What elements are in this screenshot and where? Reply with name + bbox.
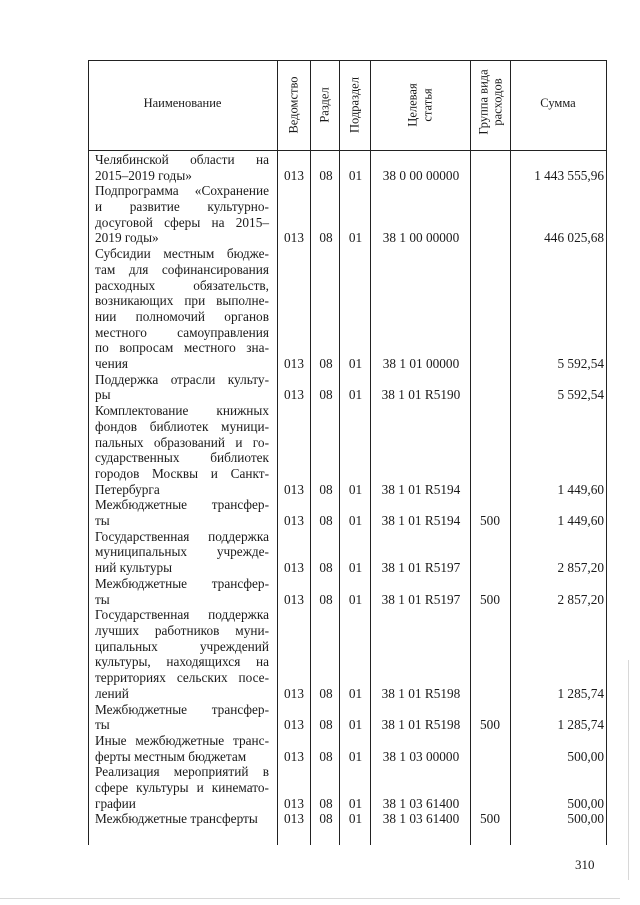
row-podrazdel: 01	[348, 811, 363, 827]
header-gruppa-2: расходов	[490, 78, 505, 126]
header-podrazdel: Подраздел	[347, 77, 362, 133]
row-razdel: 08	[319, 513, 333, 529]
row-razdel: 08	[319, 748, 333, 764]
header-name: Наименование	[143, 96, 222, 110]
row-sum: 1 449,60	[557, 513, 604, 529]
row-vedomstvo: 013	[284, 811, 304, 827]
row-name-line: Поддержка отрасли культу-	[95, 371, 269, 387]
row-name-line: сфере культуры и кинемато-	[95, 779, 269, 795]
row-sum: 2 857,20	[557, 591, 604, 607]
row-name-line: фондов библиотек муници-	[95, 418, 269, 434]
row-vedomstvo: 013	[284, 356, 304, 372]
table-row	[0, 529, 640, 576]
row-sum: 500,00	[567, 795, 604, 811]
row-name-line: Подпрограмма «Сохранение	[95, 183, 269, 199]
row-name-line: Государственная поддержка	[95, 607, 269, 623]
row-name-line: ты	[95, 513, 110, 529]
row-expense-group: 500	[480, 591, 500, 607]
row-sum: 1 443 555,96	[534, 167, 604, 183]
row-name-line: 2015–2019 годы»	[95, 167, 192, 183]
row-target-code: 38 1 01 00000	[382, 356, 460, 372]
row-vedomstvo: 013	[284, 481, 304, 497]
table-row	[0, 497, 640, 528]
table-row	[0, 607, 640, 701]
row-name-line: там для софинансирования	[95, 261, 269, 277]
row-target-code: 38 1 01 R5197	[381, 591, 461, 607]
row-name-line: Иные межбюджетные транс-	[95, 732, 269, 748]
row-name-line: Субсидии местным бюдже-	[95, 246, 269, 262]
row-podrazdel: 01	[348, 591, 363, 607]
row-target-code: 38 1 01 R5198	[381, 685, 461, 701]
table-row	[0, 246, 640, 372]
row-name-line: Межбюджетные трансфер-	[95, 497, 269, 513]
row-name-line: ты	[95, 717, 110, 733]
row-name-line: ципальных учреждений	[95, 638, 269, 654]
row-name-line: возникающих при выполне-	[95, 293, 269, 309]
row-podrazdel: 01	[348, 717, 363, 733]
row-name-line: сударственных библиотек	[95, 450, 269, 466]
row-vedomstvo: 013	[284, 167, 304, 183]
row-name-line: расходных обязательств,	[95, 277, 269, 293]
row-target-code: 38 1 01 R5194	[381, 481, 461, 497]
row-name-line: культуры, находящихся на	[95, 654, 269, 670]
row-podrazdel: 01	[348, 387, 363, 403]
row-name-line: территориях сельских посе-	[95, 670, 269, 686]
row-expense-group: 500	[480, 811, 500, 827]
row-target-code: 38 1 03 61400	[382, 811, 460, 827]
row-vedomstvo: 013	[284, 748, 304, 764]
row-vedomstvo: 013	[284, 560, 304, 576]
row-vedomstvo: 013	[284, 387, 304, 403]
row-vedomstvo: 013	[284, 685, 304, 701]
row-name-line: чения	[95, 356, 128, 372]
row-name-line: лучших работников муни-	[95, 622, 269, 638]
header-celevaya-1: Целевая	[405, 83, 420, 127]
row-razdel: 08	[319, 811, 333, 827]
row-name-line: Межбюджетные трансфер-	[95, 575, 269, 591]
row-vedomstvo: 013	[284, 717, 304, 733]
row-podrazdel: 01	[348, 685, 363, 701]
table-row	[0, 764, 640, 811]
row-razdel: 08	[319, 560, 333, 576]
row-razdel: 08	[319, 167, 333, 183]
row-podrazdel: 01	[348, 795, 363, 811]
row-name-line: ферты местным бюджетам	[95, 748, 247, 764]
row-podrazdel: 01	[348, 748, 363, 764]
row-name-line: Комплектование книжных	[95, 403, 269, 419]
row-vedomstvo: 013	[284, 513, 304, 529]
row-name-line: Межбюджетные трансферты	[95, 811, 258, 827]
row-vedomstvo: 013	[284, 795, 304, 811]
row-name-line: Реализация мероприятий в	[95, 764, 269, 780]
row-sum: 1 285,74	[557, 717, 604, 733]
header-celevaya-2: статья	[420, 88, 435, 122]
table-row	[0, 152, 640, 183]
table-row	[0, 403, 640, 497]
row-name-line: Челябинской области на	[95, 152, 269, 167]
table-row	[0, 372, 640, 403]
row-name-line: по вопросам местного зна-	[95, 340, 269, 356]
row-target-code: 38 1 03 61400	[382, 795, 460, 811]
row-name-line: ры	[95, 387, 111, 403]
row-sum: 2 857,20	[557, 560, 604, 576]
row-target-code: 38 1 00 00000	[382, 230, 460, 246]
page-number: 310	[575, 857, 595, 872]
table-top-border	[88, 60, 607, 61]
row-sum: 1 285,74	[557, 685, 604, 701]
row-razdel: 08	[319, 387, 333, 403]
row-target-code: 38 1 03 00000	[382, 748, 460, 764]
row-name-line: лений	[95, 685, 129, 701]
row-name-line: пальных образований и го-	[95, 434, 269, 450]
row-name-line: ний культуры	[95, 560, 173, 576]
row-name-line: Государственная поддержка	[95, 528, 269, 544]
row-sum: 446 025,68	[544, 230, 604, 246]
row-razdel: 08	[319, 685, 333, 701]
row-target-code: 38 0 00 00000	[382, 167, 460, 183]
table-row	[0, 183, 640, 246]
row-razdel: 08	[319, 717, 333, 733]
row-razdel: 08	[319, 481, 333, 497]
row-podrazdel: 01	[348, 481, 363, 497]
table-row	[0, 702, 640, 733]
header-bottom-border	[88, 150, 607, 151]
scan-bottom-mark	[0, 898, 620, 899]
row-razdel: 08	[319, 356, 333, 372]
table-row	[0, 576, 640, 607]
row-expense-group: 500	[480, 513, 500, 529]
header-summa: Сумма	[540, 96, 576, 110]
row-sum: 500,00	[567, 811, 604, 827]
row-sum: 500,00	[567, 748, 604, 764]
header-gruppa-1: Группа вида	[476, 69, 491, 135]
row-podrazdel: 01	[348, 167, 363, 183]
row-vedomstvo: 013	[284, 591, 304, 607]
row-razdel: 08	[319, 230, 333, 246]
row-name-line: Межбюджетные трансфер-	[95, 701, 269, 717]
row-target-code: 38 1 01 R5197	[381, 560, 461, 576]
row-vedomstvo: 013	[284, 230, 304, 246]
row-podrazdel: 01	[348, 513, 363, 529]
row-name-line: городов Москвы и Санкт-	[95, 465, 269, 481]
row-name-line: Петербурга	[95, 481, 160, 497]
row-name-line: муниципальных учрежде-	[95, 544, 269, 560]
row-sum: 1 449,60	[557, 481, 604, 497]
header-vedomstvo: Ведомство	[286, 76, 301, 134]
table-row	[0, 811, 640, 827]
row-target-code: 38 1 01 R5198	[381, 717, 461, 733]
row-sum: 5 592,54	[557, 387, 604, 403]
row-expense-group: 500	[480, 717, 500, 733]
row-name-line: досуговой сферы на 2015–	[95, 214, 269, 230]
row-name-line: местного самоуправления	[95, 324, 269, 340]
row-name-line: графии	[95, 795, 136, 811]
row-podrazdel: 01	[348, 356, 363, 372]
row-podrazdel: 01	[348, 230, 363, 246]
scan-edge-mark	[628, 660, 629, 880]
row-sum: 5 592,54	[557, 356, 604, 372]
table-row	[0, 733, 640, 764]
row-razdel: 08	[319, 591, 333, 607]
row-name-line: ты	[95, 591, 110, 607]
row-target-code: 38 1 01 R5194	[381, 513, 461, 529]
header-razdel: Раздел	[317, 87, 332, 123]
row-target-code: 38 1 01 R5190	[381, 387, 461, 403]
row-razdel: 08	[319, 795, 333, 811]
row-podrazdel: 01	[348, 560, 363, 576]
row-name-line: нии полномочий органов	[95, 308, 269, 324]
row-name-line: 2019 годы»	[95, 230, 159, 246]
row-name-line: и развитие культурно-	[95, 199, 269, 215]
